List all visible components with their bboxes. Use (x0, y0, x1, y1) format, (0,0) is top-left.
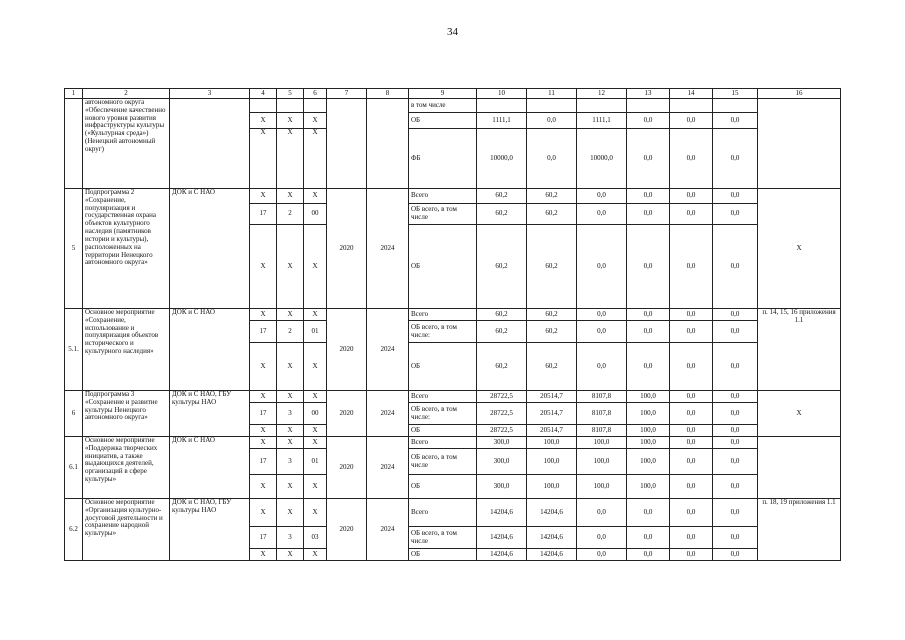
code-cell: X (304, 129, 327, 189)
code-cell: 00 (304, 403, 327, 425)
value-cell: 100,0 (627, 437, 670, 449)
col-header: 6 (304, 89, 327, 99)
value-cell: 0,0 (627, 527, 670, 549)
value-cell: 0,0 (627, 189, 670, 204)
budget-table (64, 88, 841, 561)
value-cell: 0,0 (713, 321, 758, 343)
note (758, 437, 841, 499)
funding-source: ОБ всего, в том числе: (409, 403, 477, 425)
funding-source: Всего (409, 189, 477, 204)
funding-source: ОБ (409, 549, 477, 561)
col-header: 7 (327, 89, 367, 99)
value-cell: 0,0 (713, 527, 758, 549)
row-number (65, 99, 83, 189)
row-number: 5.1. (65, 309, 83, 391)
value-cell: 0,0 (627, 499, 670, 527)
value-cell: 0,0 (713, 189, 758, 204)
value-cell: 0,0 (670, 113, 713, 129)
funding-source: ОБ (409, 475, 477, 499)
year-end: 2024 (367, 499, 409, 561)
code-cell: 03 (304, 527, 327, 549)
value-cell: 14204,6 (477, 499, 527, 527)
code-cell: X (277, 343, 304, 391)
code-cell: 3 (277, 449, 304, 475)
value-cell: 0,0 (670, 309, 713, 321)
code-cell: X (250, 391, 277, 403)
value-cell: 300,0 (477, 475, 527, 499)
code-cell: X (277, 549, 304, 561)
value-cell: 0,0 (713, 499, 758, 527)
col-header: 13 (627, 89, 670, 99)
code-cell: X (304, 225, 327, 309)
value-cell: 0,0 (577, 309, 627, 321)
code-cell: 3 (277, 527, 304, 549)
funding-source: ОБ (409, 225, 477, 309)
note: п. 14, 15, 16 приложения 1.1 (758, 309, 841, 391)
value-cell: 0,0 (627, 225, 670, 309)
responsible: ДОК и С НАО, ГБУ культуры НАО (170, 499, 250, 561)
value-cell: 0,0 (713, 449, 758, 475)
year-end: 2024 (367, 189, 409, 309)
value-cell: 60,2 (527, 343, 577, 391)
value-cell: 0,0 (577, 549, 627, 561)
value-cell: 0,0 (627, 309, 670, 321)
activity-name: автономного округа «Обеспечение качественно нового уровня развития инфраструктуры культуры («Культурная среда») (Ненецкий автономный округ) (83, 99, 170, 189)
code-cell: X (304, 499, 327, 527)
value-cell: 0,0 (713, 113, 758, 129)
value-cell: 0,0 (627, 549, 670, 561)
code-cell: X (277, 437, 304, 449)
value-cell: 100,0 (577, 449, 627, 475)
row-number: 6.1 (65, 437, 83, 499)
note: X (758, 189, 841, 309)
code-cell: X (304, 113, 327, 129)
value-cell: 0,0 (670, 391, 713, 403)
value-cell: 0,0 (670, 449, 713, 475)
value-cell: 100,0 (527, 475, 577, 499)
col-header: 4 (250, 89, 277, 99)
code-cell: X (277, 129, 304, 189)
code-cell: X (250, 425, 277, 437)
value-cell: 0,0 (527, 113, 577, 129)
activity-name: Основное мероприятие «Поддержка творческих инициатив, а также выдающихся деятелей, организаций в сфере культуры» (83, 437, 170, 499)
value-cell: 0,0 (627, 343, 670, 391)
value-cell: 300,0 (477, 449, 527, 475)
code-cell: X (250, 343, 277, 391)
value-cell: 60,2 (527, 309, 577, 321)
col-header: 9 (409, 89, 477, 99)
year-start: 2020 (327, 499, 367, 561)
col-header: 15 (713, 89, 758, 99)
funding-source: Всего (409, 499, 477, 527)
value-cell: 0,0 (670, 475, 713, 499)
code-cell: 2 (277, 321, 304, 343)
value-cell: 0,0 (713, 391, 758, 403)
funding-source: ОБ (409, 425, 477, 437)
col-header: 8 (367, 89, 409, 99)
code-cell: X (304, 189, 327, 204)
value-cell: 300,0 (477, 437, 527, 449)
col-header: 2 (83, 89, 170, 99)
value-cell: 60,2 (527, 189, 577, 204)
code-cell: 17 (250, 403, 277, 425)
funding-source: ОБ всего, в том числе (409, 204, 477, 225)
year-start (327, 99, 367, 189)
code-cell: X (277, 475, 304, 499)
value-cell: 1111,1 (577, 113, 627, 129)
value-cell: 60,2 (477, 204, 527, 225)
value-cell: 0,0 (713, 309, 758, 321)
column-number-row (65, 89, 841, 99)
code-cell: X (304, 425, 327, 437)
code-cell: X (250, 499, 277, 527)
page-number: 34 (447, 26, 458, 38)
col-header: 5 (277, 89, 304, 99)
value-cell: 14204,6 (527, 527, 577, 549)
value-cell: 60,2 (477, 225, 527, 309)
row-number: 6 (65, 391, 83, 437)
col-header: 10 (477, 89, 527, 99)
value-cell: 100,0 (627, 425, 670, 437)
code-cell: 3 (277, 403, 304, 425)
funding-source: Всего (409, 437, 477, 449)
responsible: ДОК и С НАО, ГБУ культуры НАО (170, 391, 250, 437)
value-cell: 60,2 (477, 321, 527, 343)
col-header: 3 (170, 89, 250, 99)
code-cell: 17 (250, 321, 277, 343)
value-cell: 0,0 (627, 321, 670, 343)
value-cell: 60,2 (527, 321, 577, 343)
value-cell: 100,0 (627, 391, 670, 403)
code-cell: 17 (250, 527, 277, 549)
value-cell: 0,0 (713, 204, 758, 225)
value-cell: 100,0 (627, 449, 670, 475)
code-cell: 17 (250, 449, 277, 475)
code-cell: 00 (304, 204, 327, 225)
table-row (65, 499, 841, 527)
value-cell: 14204,6 (527, 549, 577, 561)
col-header: 11 (527, 89, 577, 99)
value-cell: 0,0 (670, 129, 713, 189)
code-cell: X (304, 309, 327, 321)
year-start: 2020 (327, 391, 367, 437)
value-cell: 100,0 (577, 437, 627, 449)
value-cell: 0,0 (670, 425, 713, 437)
value-cell: 0,0 (713, 549, 758, 561)
funding-source: Всего (409, 391, 477, 403)
value-cell: 60,2 (477, 343, 527, 391)
code-cell: X (304, 549, 327, 561)
table-row (65, 391, 841, 403)
table-row (65, 309, 841, 321)
value-cell: 0,0 (577, 343, 627, 391)
value-cell: 0,0 (713, 475, 758, 499)
value-cell: 0,0 (713, 225, 758, 309)
funding-source: в том числе (409, 99, 477, 113)
code-cell: 2 (277, 204, 304, 225)
code-cell: X (250, 225, 277, 309)
value-cell: 0,0 (713, 425, 758, 437)
code-cell: X (250, 437, 277, 449)
col-header: 12 (577, 89, 627, 99)
code-cell: 17 (250, 204, 277, 225)
value-cell: 60,2 (527, 225, 577, 309)
responsible: ДОК и С НАО (170, 189, 250, 309)
value-cell: 0,0 (713, 403, 758, 425)
value-cell: 0,0 (713, 437, 758, 449)
funding-source: ОБ всего, в том числе: (409, 321, 477, 343)
year-end: 2024 (367, 391, 409, 437)
value-cell: 60,2 (527, 204, 577, 225)
table-row (65, 99, 841, 113)
value-cell: 0,0 (713, 129, 758, 189)
value-cell: 100,0 (527, 449, 577, 475)
value-cell: 20514,7 (527, 425, 577, 437)
value-cell: 0,0 (627, 204, 670, 225)
value-cell: 100,0 (527, 437, 577, 449)
value-cell: 0,0 (527, 129, 577, 189)
value-cell: 0,0 (577, 189, 627, 204)
funding-source: ОБ всего, в том числе (409, 449, 477, 475)
value-cell: 0,0 (670, 437, 713, 449)
year-end: 2024 (367, 309, 409, 391)
value-cell: 0,0 (627, 129, 670, 189)
value-cell: 10000,0 (477, 129, 527, 189)
value-cell: 0,0 (713, 343, 758, 391)
code-cell: X (277, 189, 304, 204)
code-cell: X (250, 113, 277, 129)
value-cell: 1111,1 (477, 113, 527, 129)
table-row (65, 437, 841, 449)
value-cell: 20514,7 (527, 403, 577, 425)
code-cell: X (250, 309, 277, 321)
table-row (65, 189, 841, 204)
funding-source: ОБ всего, в том числе (409, 527, 477, 549)
note: п. 18, 19 приложения 1.1 (758, 499, 841, 561)
row-number: 6.2 (65, 499, 83, 561)
code-cell: X (277, 391, 304, 403)
value-cell: 8107,8 (577, 403, 627, 425)
year-start: 2020 (327, 437, 367, 499)
code-cell: X (304, 475, 327, 499)
value-cell: 0,0 (670, 527, 713, 549)
value-cell: 100,0 (577, 475, 627, 499)
note (758, 99, 841, 189)
funding-source: ОБ (409, 343, 477, 391)
responsible: ДОК и С НАО (170, 309, 250, 391)
year-end (367, 99, 409, 189)
code-cell: X (304, 437, 327, 449)
year-end: 2024 (367, 437, 409, 499)
value-cell: 0,0 (670, 343, 713, 391)
value-cell: 60,2 (477, 189, 527, 204)
value-cell: 20514,7 (527, 391, 577, 403)
value-cell: 14204,6 (477, 527, 527, 549)
value-cell: 0,0 (577, 321, 627, 343)
col-header: 1 (65, 89, 83, 99)
funding-source: ФБ (409, 129, 477, 189)
responsible: ДОК и С НАО (170, 437, 250, 499)
code-cell: 01 (304, 449, 327, 475)
value-cell: 0,0 (627, 113, 670, 129)
activity-name: Основное мероприятие «Организация культурно-досуговой деятельности и сохранение народной культуры» (83, 499, 170, 561)
value-cell: 0,0 (670, 225, 713, 309)
value-cell: 0,0 (670, 549, 713, 561)
value-cell: 14204,6 (477, 549, 527, 561)
value-cell: 14204,6 (527, 499, 577, 527)
value-cell: 60,2 (477, 309, 527, 321)
activity-name: Основное мероприятие «Сохранение, использование и популяризация объектов исторического и культурного наследия» (83, 309, 170, 391)
funding-source: ОБ (409, 113, 477, 129)
code-cell: X (277, 225, 304, 309)
value-cell: 10000,0 (577, 129, 627, 189)
value-cell: 28722,5 (477, 403, 527, 425)
value-cell: 8107,8 (577, 425, 627, 437)
code-cell: X (250, 129, 277, 189)
value-cell: 28722,5 (477, 425, 527, 437)
value-cell: 8107,8 (577, 391, 627, 403)
value-cell: 0,0 (670, 204, 713, 225)
code-cell: X (250, 549, 277, 561)
year-start: 2020 (327, 309, 367, 391)
value-cell: 0,0 (670, 403, 713, 425)
funding-source: Всего (409, 309, 477, 321)
value-cell: 0,0 (577, 527, 627, 549)
code-cell: X (277, 499, 304, 527)
value-cell: 28722,5 (477, 391, 527, 403)
value-cell: 0,0 (670, 321, 713, 343)
value-cell: 0,0 (670, 499, 713, 527)
value-cell: 0,0 (670, 189, 713, 204)
activity-name: Подпрограмма 2 «Сохранение, популяризация и государственная охрана объектов культурного наследия (памятников истории и культуры), расположенных на территории Ненецкого автономного округа» (83, 189, 170, 309)
col-header: 16 (758, 89, 841, 99)
value-cell: 100,0 (627, 475, 670, 499)
code-cell: X (250, 189, 277, 204)
value-cell: 0,0 (577, 499, 627, 527)
note: X (758, 391, 841, 437)
code-cell: X (277, 113, 304, 129)
row-number: 5 (65, 189, 83, 309)
code-cell: X (304, 391, 327, 403)
code-cell: X (304, 343, 327, 391)
year-start: 2020 (327, 189, 367, 309)
code-cell: X (277, 309, 304, 321)
activity-name: Подпрограмма 3 «Сохранение и развитие культуры Ненецкого автономного округа» (83, 391, 170, 437)
code-cell: X (277, 425, 304, 437)
col-header: 14 (670, 89, 713, 99)
value-cell: 0,0 (577, 204, 627, 225)
code-cell: 01 (304, 321, 327, 343)
value-cell: 100,0 (627, 403, 670, 425)
value-cell: 0,0 (577, 225, 627, 309)
responsible (170, 99, 250, 189)
code-cell: X (250, 475, 277, 499)
